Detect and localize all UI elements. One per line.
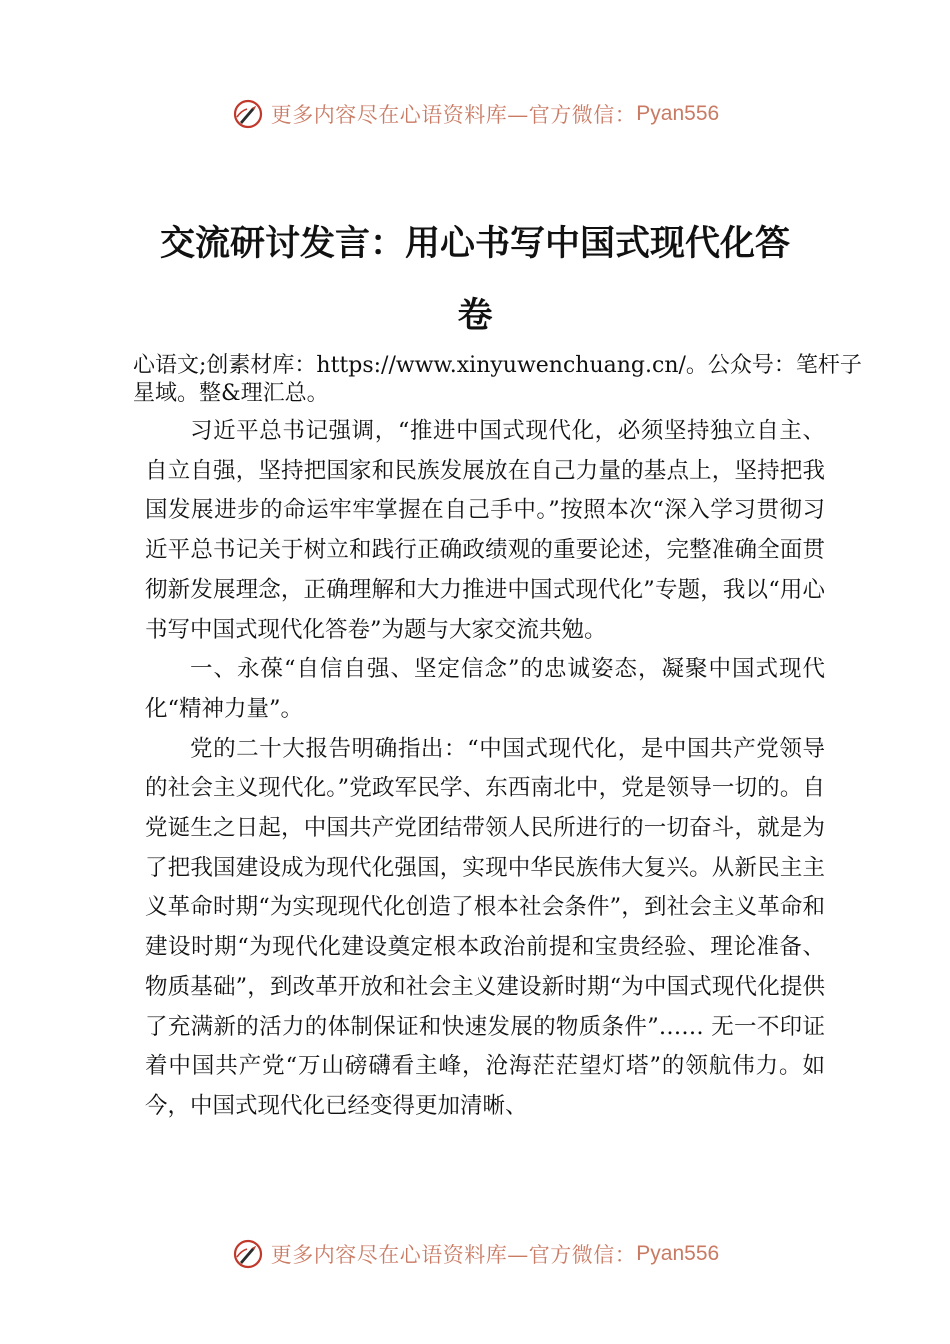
- banner-wechat-id: Pyan556: [636, 102, 720, 125]
- document-body: [145, 412, 825, 1127]
- footer-watermark-banner: [0, 1234, 950, 1274]
- body-paragraph: 党的二十大报告明确指出：“中国式现代化，是中国共产党领导的社会主义现代化。”党政军民学、东西南北中，党是领导一切的。自党诞生之日起，中国共产党团结带领人民所进行的一切奋斗，就是为了把我国建设成为现代化强国，实现中华民族伟大复兴。从新民主主义革命时期“为实现现代化创造了根本社会条件”，到社会主义革命和建设时期“为现代化建设奠定根本政治前提和宝贵经验、理论准备、物质基础”，到改革开放和社会主义建设新时期“为中国式现代化提供了充满新的活力的体制保证和快速发展的物质条件”…… 无一不印证着中国共产党“万山磅礴看主峰，沧海茫茫望灯塔”的领航伟力。如今，中国式现代化已经变得更加清晰、: [145, 735, 825, 1119]
- body-paragraph: 习近平总书记强调，“推进中国式现代化，必须坚持独立自主、自立自强，坚持把国家和民族发展放在自己力量的基点上，坚持把我国发展进步的命运牢牢掌握在自己手中。”按照本次“深入学习贯彻习近平总书记关于树立和践行正确政绩观的重要论述，完整准确全面贯彻新发展理念，正确理解和大力推进中国式现代化”专题，我以“用心书写中国式现代化答卷”为题与大家交流共勉。: [145, 418, 825, 643]
- banner-text: 更多内容尽在心语资料库—官方微信：: [270, 1243, 637, 1267]
- pen-nib-logo-icon: [231, 97, 265, 131]
- section-heading: 一、永葆“自信自强、坚定信念”的忠诚姿态，凝聚中国式现代化“精神力量”。: [145, 656, 825, 722]
- title-line-2: 卷: [457, 296, 493, 337]
- banner-wechat-id: Pyan556: [636, 1242, 720, 1265]
- header-watermark-banner: [0, 94, 950, 134]
- source-line: 心语文;创素材库：https://www.xinyuwenchuang.cn/。公众号：笔杆子星域。整&理汇总。: [133, 353, 862, 406]
- document-title: [0, 219, 950, 341]
- title-line-1: 交流研讨发言：用心书写中国式现代化答: [159, 224, 790, 265]
- banner-text: 更多内容尽在心语资料库—官方微信：: [270, 103, 637, 127]
- pen-nib-logo-icon: [231, 1237, 265, 1271]
